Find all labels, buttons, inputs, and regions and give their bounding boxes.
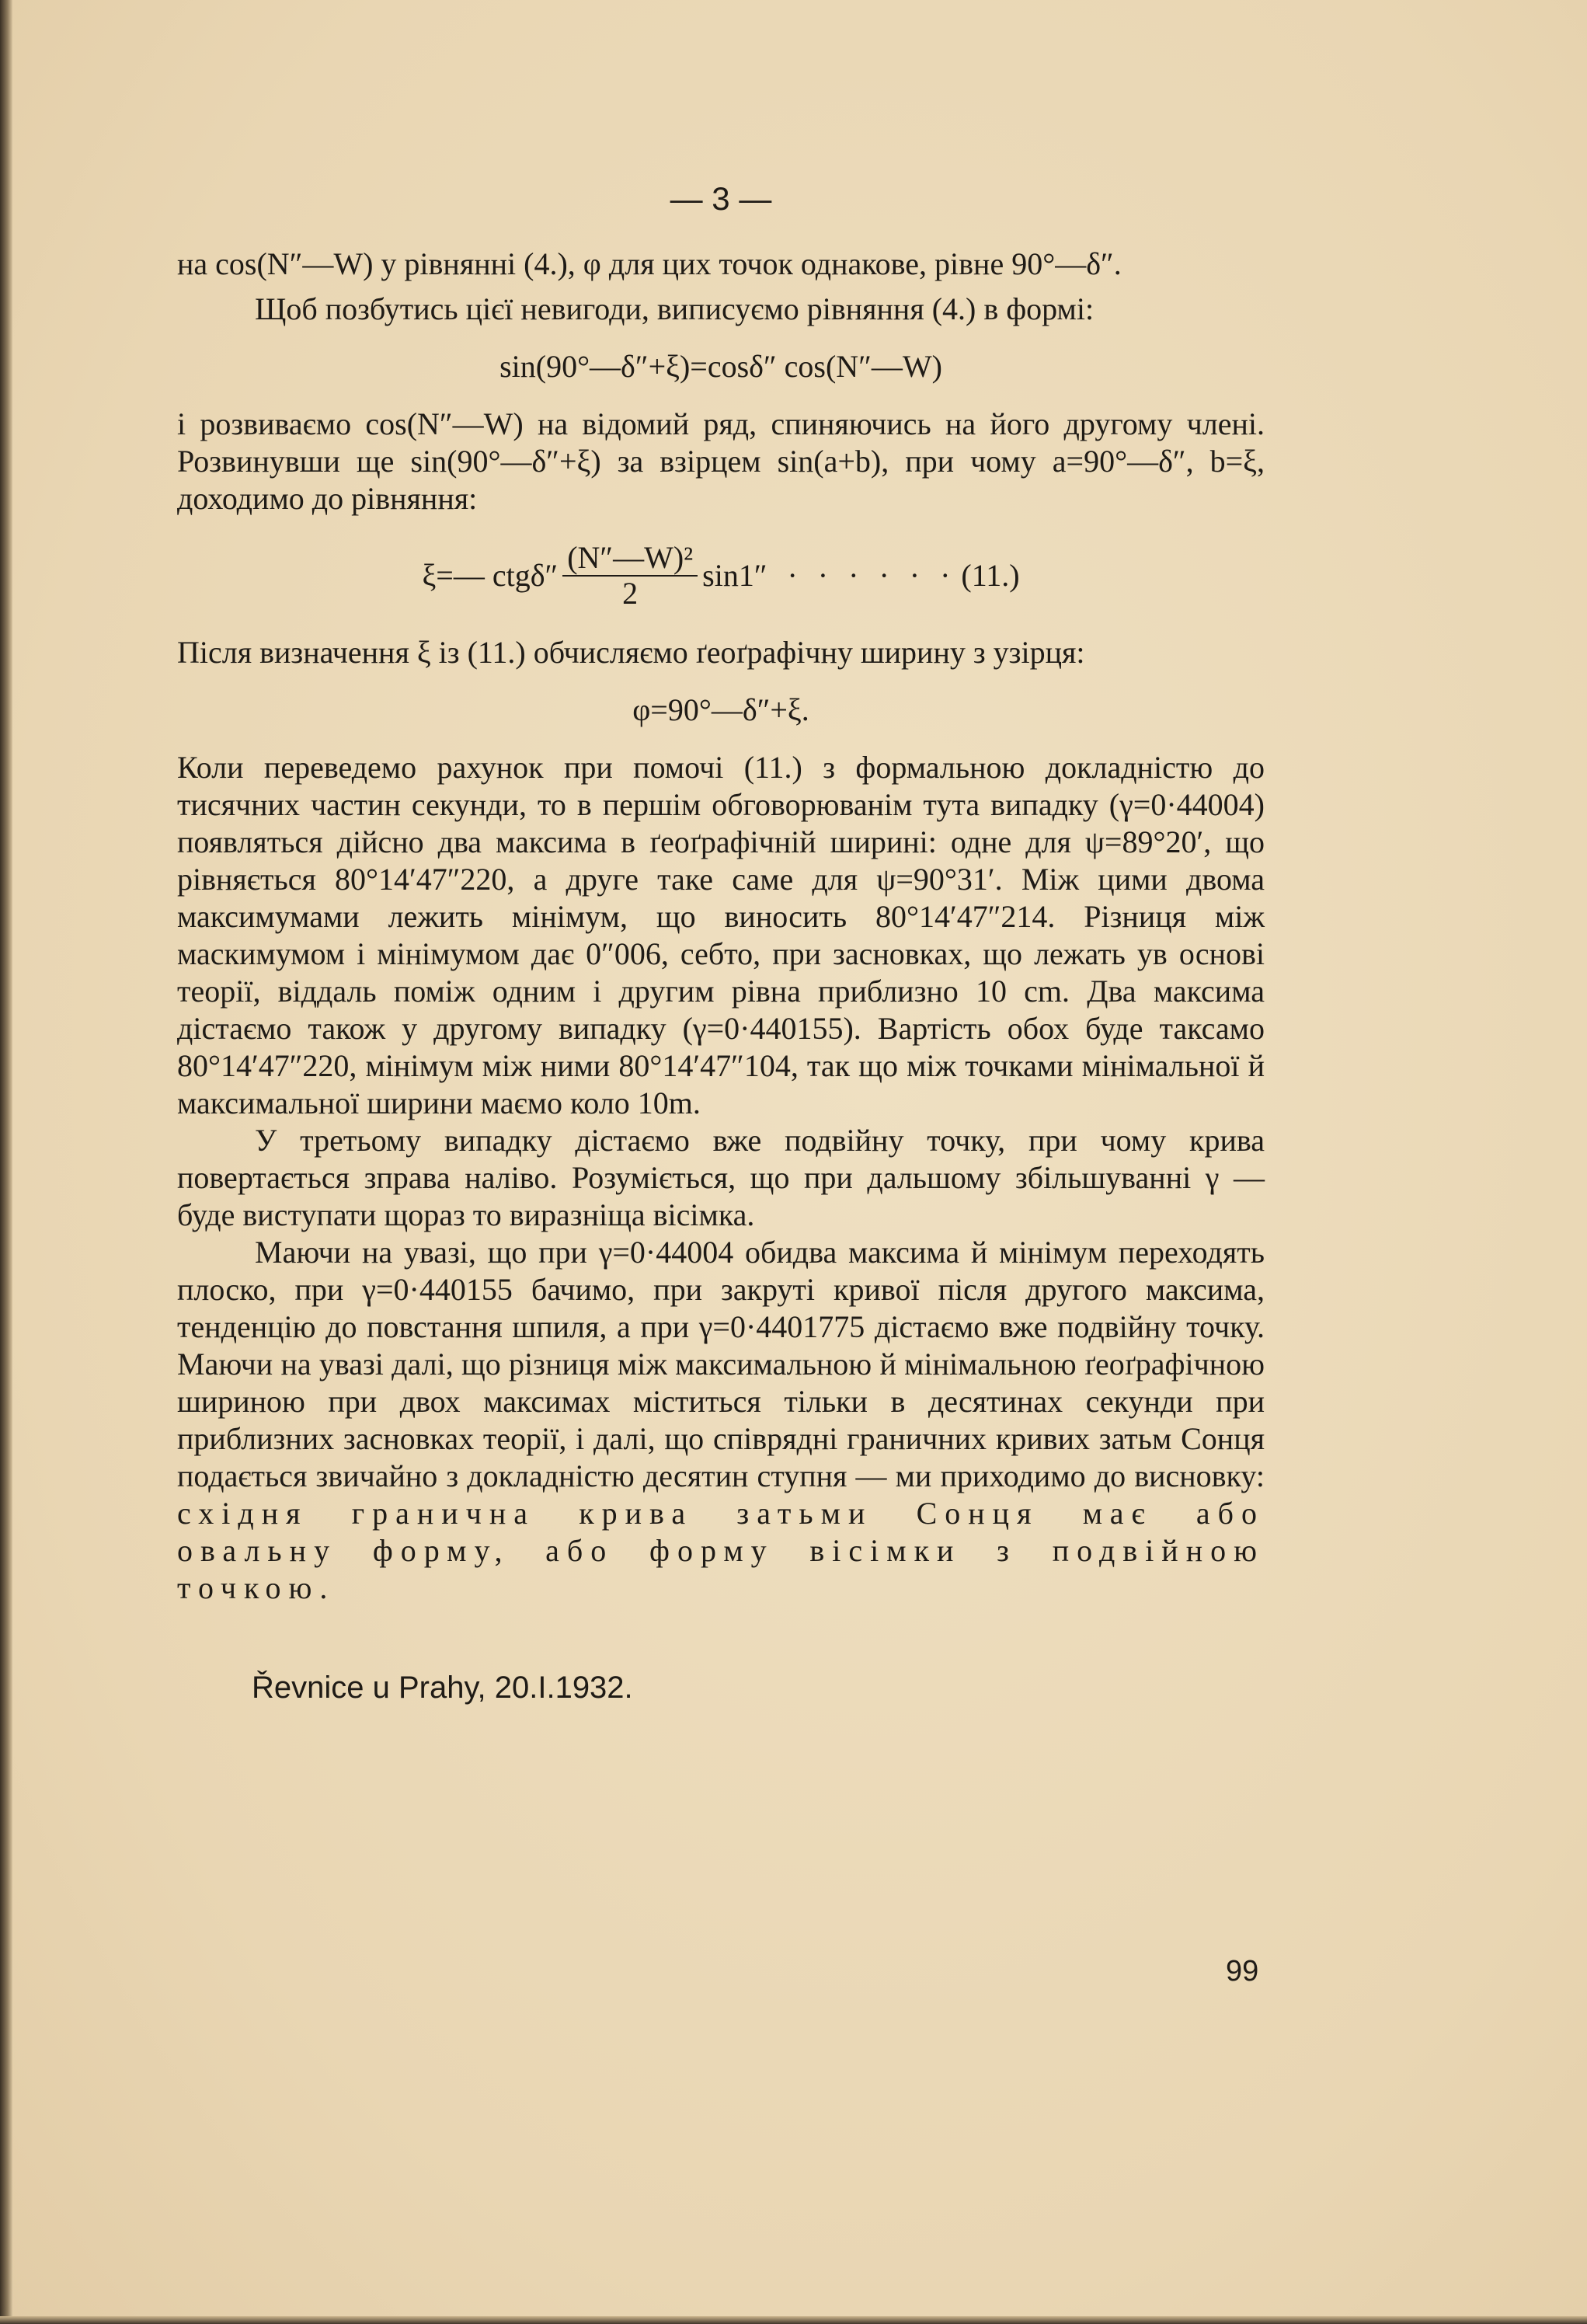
paragraph-3: і розвиваємо cos(N″—W) на відомий ряд, спиняючись на його другому члені. Розвинувши ще sin(90°—δ″+ξ) за взірцем sin(a+b), при чому a=90°—δ″, b=ξ, доходимо до рівняння: — [177, 406, 1265, 516]
paragraph-1: на cos(N″—W) у рівнянні (4.), φ для цих точок однакове, рівне 90°—δ″. — [177, 246, 1122, 281]
paragraph-7-main: Маючи на увазі, що при γ=0·44004 обидва максима й мінімум переходять плоско, при γ=0·440155 бачимо, при закруті кривої після другого максима, тенденцію до повстання шпиля, а при γ=0·4401775 дістаємо вже подвійну точку. Маючи на увазі далі, що різниця між максимальною й мінімальною ґеоґрафічною шириною при двох максимах міститься тільки в десятинах секунди при приблизних засновках теорії, і далі, що співрядні граничних кривих затьм Сонця подається звичайно з докладністю десятин ступня — ми приходимо до висновку: — [177, 1235, 1265, 1493]
paragraph-2: Щоб позбутись цієї невигоди, виписуємо рівняння (4.) в формі: — [255, 291, 1095, 326]
article-body — [177, 180, 1265, 1706]
formula-2-numerator: (N″—W)² — [562, 541, 698, 577]
paragraph-6: У третьому випадку дістаємо вже подвійну точку, при чому крива повертається зправа наліво. Розуміється, що при дальшому збільшуванні γ — буде виступати щораз то виразніща вісімка. — [177, 1123, 1265, 1232]
page-bottom-edge — [0, 2316, 1587, 2324]
formula-2-label: (11.) — [961, 558, 1020, 593]
place-and-date: Řevnice u Prahy, 20.I.1932. — [252, 1671, 633, 1705]
page-number: 99 — [1226, 1955, 1259, 1988]
formula-2-denominator: 2 — [622, 576, 639, 611]
paragraph-7-spaced-conclusion: східня гранична крива затьми Сонця має або овальну форму, або форму вісімки з подвійною точкою. — [177, 1496, 1265, 1605]
formula-2-fraction — [562, 541, 698, 611]
book-spine-shadow — [0, 0, 12, 2324]
formula-2 — [177, 541, 1265, 611]
formula-2-left: ξ=— ctgδ″ — [422, 558, 559, 593]
paragraph-5: Коли переведемо рахунок при помочі (11.) з формальною докладністю до тисячних частин секунди, то в першім обговорюванім тута випадку (γ=0·44004) появляться дійсно два максима в ґеоґрафічній ширині: одне для ψ=89°20′, що рівняється 80°14′47″220, а друге таке саме для ψ=90°31′. Між цими двома максимумами лежить мінімум, що виносить 80°14′47″214. Різниця між маскимумом і мінімумом дає 0″006, себто, при засновках, що лежать ув основі теорії, віддаль поміж одним і другим рівна приблизно 10 cm. Два максима дістаємо також у другому випадку (γ=0·440155). Вартість обох буде таксамо 80°14′47″220, мінімум між ними 80°14′47″104, так що між точками мінімальної й максимальної ширини маємо коло 10m. — [177, 750, 1265, 1120]
paragraph-4: Після визначення ξ із (11.) обчисляємо ґеоґрафічну ширину з узірця: — [177, 635, 1085, 670]
formula-2-right: sin1″ — [702, 558, 767, 593]
paragraph-7 — [177, 1234, 1265, 1607]
formula-3: φ=90°—δ″+ξ. — [632, 692, 809, 727]
formula-2-dots: · · · · · · — [787, 558, 957, 593]
formula-1: sin(90°—δ″+ξ)=cosδ″ cos(N″—W) — [499, 349, 942, 384]
page-header: — 3 — — [670, 180, 772, 217]
